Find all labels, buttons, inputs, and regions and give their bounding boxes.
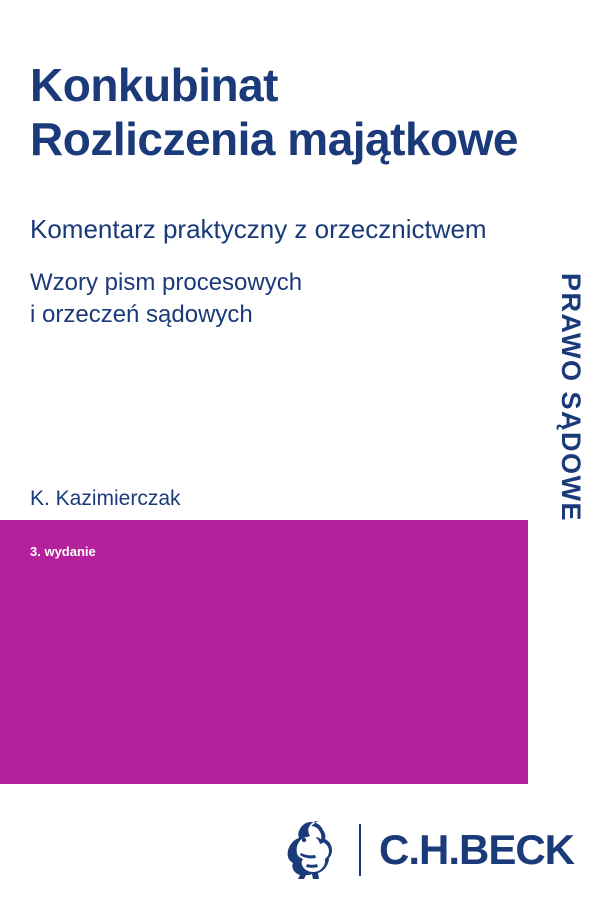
series-strip [528,520,600,784]
book-title [30,58,575,167]
series-label: PRAWO SĄDOWE [556,272,586,522]
title-line-2: Rozliczenia majątkowe [30,113,518,166]
subtitle-main: Komentarz praktyczny z orzecznictwem [30,214,487,244]
title-line-1: Konkubinat [30,59,278,111]
logo-divider [359,824,361,876]
edition-label: 3. wydanie [30,544,96,559]
subtitle-secondary [30,267,575,331]
author-name: K. Kazimierczak [30,487,181,510]
publisher-name: C.H.BECK [378,826,574,873]
subtitle-secondary-line-1: Wzory pism procesowych [30,268,303,296]
accent-block [0,520,528,784]
book-subtitle [30,213,575,331]
subtitle-secondary-line-2: i orzeczeń sądowych [30,300,253,328]
publisher-block [0,800,600,900]
griffin-icon [281,820,343,880]
